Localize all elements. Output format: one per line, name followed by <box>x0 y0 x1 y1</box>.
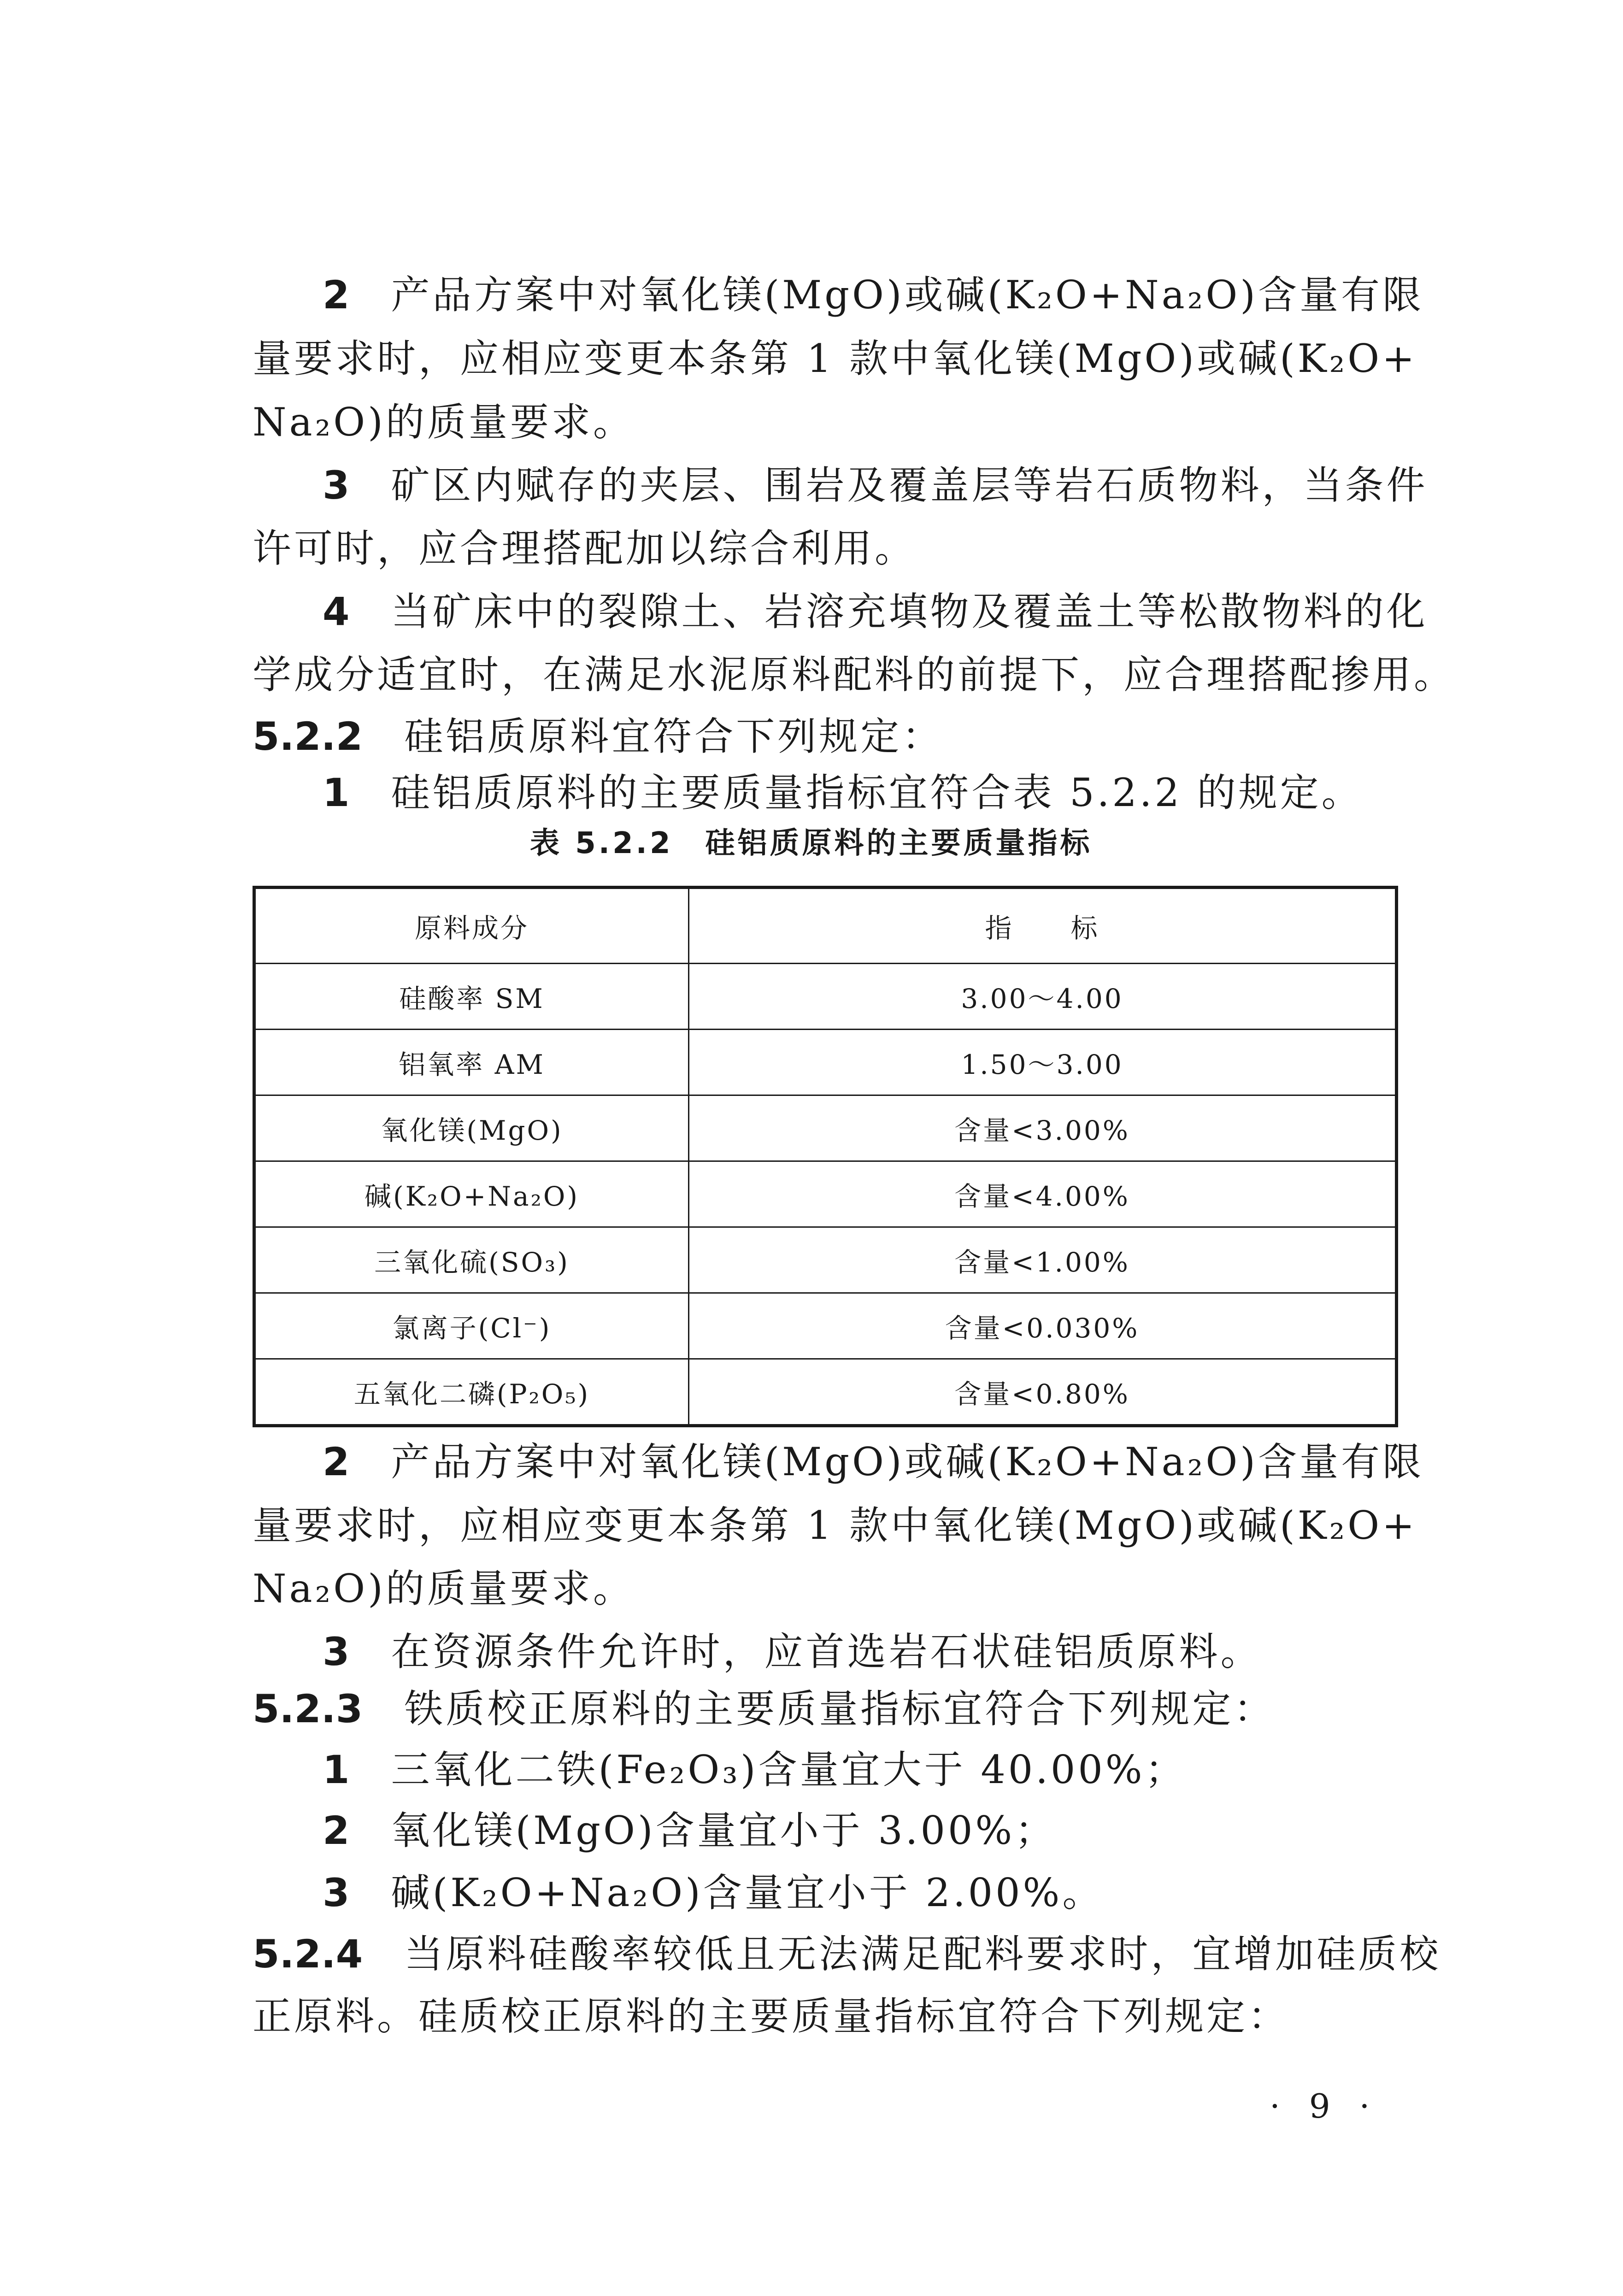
paragraph-line <box>323 1747 1187 1793</box>
paragraph-line <box>323 1439 1424 1485</box>
table-caption: 表 5.2.2 硅铝质原料的主要质量指标 <box>530 826 1093 860</box>
component-cell: 氯离子(Cl⁻) <box>254 1293 689 1359</box>
clause-number: 5.2.2 <box>253 714 363 759</box>
paragraph-line <box>253 1502 1417 1548</box>
table-row <box>254 1359 1397 1426</box>
paragraph-line <box>253 399 635 445</box>
index-cell: 含量<0.030% <box>689 1293 1397 1359</box>
line-text: 三氧化二铁(Fe₂O₃)含量宜大于 40.00%； <box>391 1747 1187 1792</box>
clause-heading <box>253 713 943 759</box>
line-text: 硅铝质原料宜符合下列规定： <box>404 714 944 759</box>
index-cell: 含量<0.80% <box>689 1359 1397 1426</box>
table-row <box>254 1030 1397 1095</box>
clause-number: 5.2.4 <box>253 1931 363 1977</box>
line-text: 在资源条件允许时，应首选岩石状硅铝质原料。 <box>391 1629 1262 1674</box>
line-text: Na₂O)的质量要求。 <box>253 400 635 445</box>
clause-heading <box>253 1686 1275 1732</box>
line-text: 正原料。硅质校正原料的主要质量指标宜符合下列规定： <box>253 1994 1290 2039</box>
table-row <box>254 964 1397 1030</box>
line-text: 许可时，应合理搭配加以综合利用。 <box>253 526 917 571</box>
index-cell: 含量<3.00% <box>689 1095 1397 1161</box>
table-row <box>254 1095 1397 1161</box>
component-cell: 氧化镁(MgO) <box>254 1095 689 1161</box>
paragraph-line <box>253 336 1417 382</box>
paragraph-line <box>253 652 1455 698</box>
item-number: 1 <box>323 770 350 815</box>
line-text: 当矿床中的裂隙土、岩溶充填物及覆盖土等松散物料的化 <box>391 589 1428 634</box>
column-header-component: 原料成分 <box>254 888 689 964</box>
index-cell: 含量<1.00% <box>689 1227 1397 1293</box>
item-number: 2 <box>323 1808 350 1853</box>
line-text: 量要求时，应相应变更本条第 1 款中氧化镁(MgO)或碱(K₂O+ <box>253 1503 1417 1548</box>
line-text: Na₂O)的质量要求。 <box>253 1566 635 1611</box>
line-text: 铁质校正原料的主要质量指标宜符合下列规定： <box>404 1686 1276 1731</box>
table-header-row <box>254 888 1397 964</box>
component-cell: 五氧化二磷(P₂O₅) <box>254 1359 689 1426</box>
line-text: 矿区内赋存的夹层、围岩及覆盖层等岩石质物料，当条件 <box>391 463 1428 508</box>
quality-index-table <box>253 886 1398 1427</box>
line-text: 产品方案中对氧化镁(MgO)或碱(K₂O+Na₂O)含量有限 <box>391 1439 1424 1484</box>
index-cell: 含量<4.00% <box>689 1161 1397 1227</box>
page-number: · 9 · <box>1270 2087 1379 2125</box>
column-header-index: 指 标 <box>689 888 1397 964</box>
line-text: 学成分适宜时，在满足水泥原料配料的前提下，应合理搭配掺用。 <box>253 652 1456 697</box>
line-text: 产品方案中对氧化镁(MgO)或碱(K₂O+Na₂O)含量有限 <box>391 272 1424 318</box>
item-number: 2 <box>323 272 350 318</box>
item-number: 4 <box>323 589 350 634</box>
paragraph-line <box>253 1566 635 1612</box>
item-number: 3 <box>323 1629 350 1674</box>
paragraph-line <box>323 770 1363 816</box>
paragraph-line <box>323 462 1428 508</box>
paragraph-line <box>323 589 1428 635</box>
table-row <box>254 1161 1397 1227</box>
line-text: 量要求时，应相应变更本条第 1 款中氧化镁(MgO)或碱(K₂O+ <box>253 336 1417 381</box>
line-text: 当原料硅酸率较低且无法满足配料要求时，宜增加硅质校 <box>404 1931 1441 1977</box>
table-row <box>254 1293 1397 1359</box>
clause-number: 5.2.3 <box>253 1686 363 1731</box>
line-text: 氧化镁(MgO)含量宜小于 3.00%； <box>391 1808 1057 1853</box>
paragraph-line <box>323 1807 1056 1854</box>
component-cell: 三氧化硫(SO₃) <box>254 1227 689 1293</box>
index-cell: 3.00～4.00 <box>689 964 1397 1030</box>
line-text: 硅铝质原料的主要质量指标宜符合表 5.2.2 的规定。 <box>391 770 1363 815</box>
item-number: 3 <box>323 463 350 508</box>
paragraph-line <box>253 1993 1289 2039</box>
paragraph-line <box>253 525 916 571</box>
component-cell: 碱(K₂O+Na₂O) <box>254 1161 689 1227</box>
table-row <box>254 1227 1397 1293</box>
component-cell: 铝氧率 AM <box>254 1030 689 1095</box>
item-number: 3 <box>323 1870 350 1915</box>
line-text: 碱(K₂O+Na₂O)含量宜小于 2.00%。 <box>391 1870 1104 1915</box>
paragraph-line <box>323 1629 1262 1675</box>
item-number: 1 <box>323 1747 350 1792</box>
index-cell: 1.50～3.00 <box>689 1030 1397 1095</box>
paragraph-line <box>323 1870 1104 1916</box>
paragraph-line <box>323 272 1424 318</box>
clause-heading <box>253 1931 1441 1977</box>
item-number: 2 <box>323 1439 350 1484</box>
component-cell: 硅酸率 SM <box>254 964 689 1030</box>
